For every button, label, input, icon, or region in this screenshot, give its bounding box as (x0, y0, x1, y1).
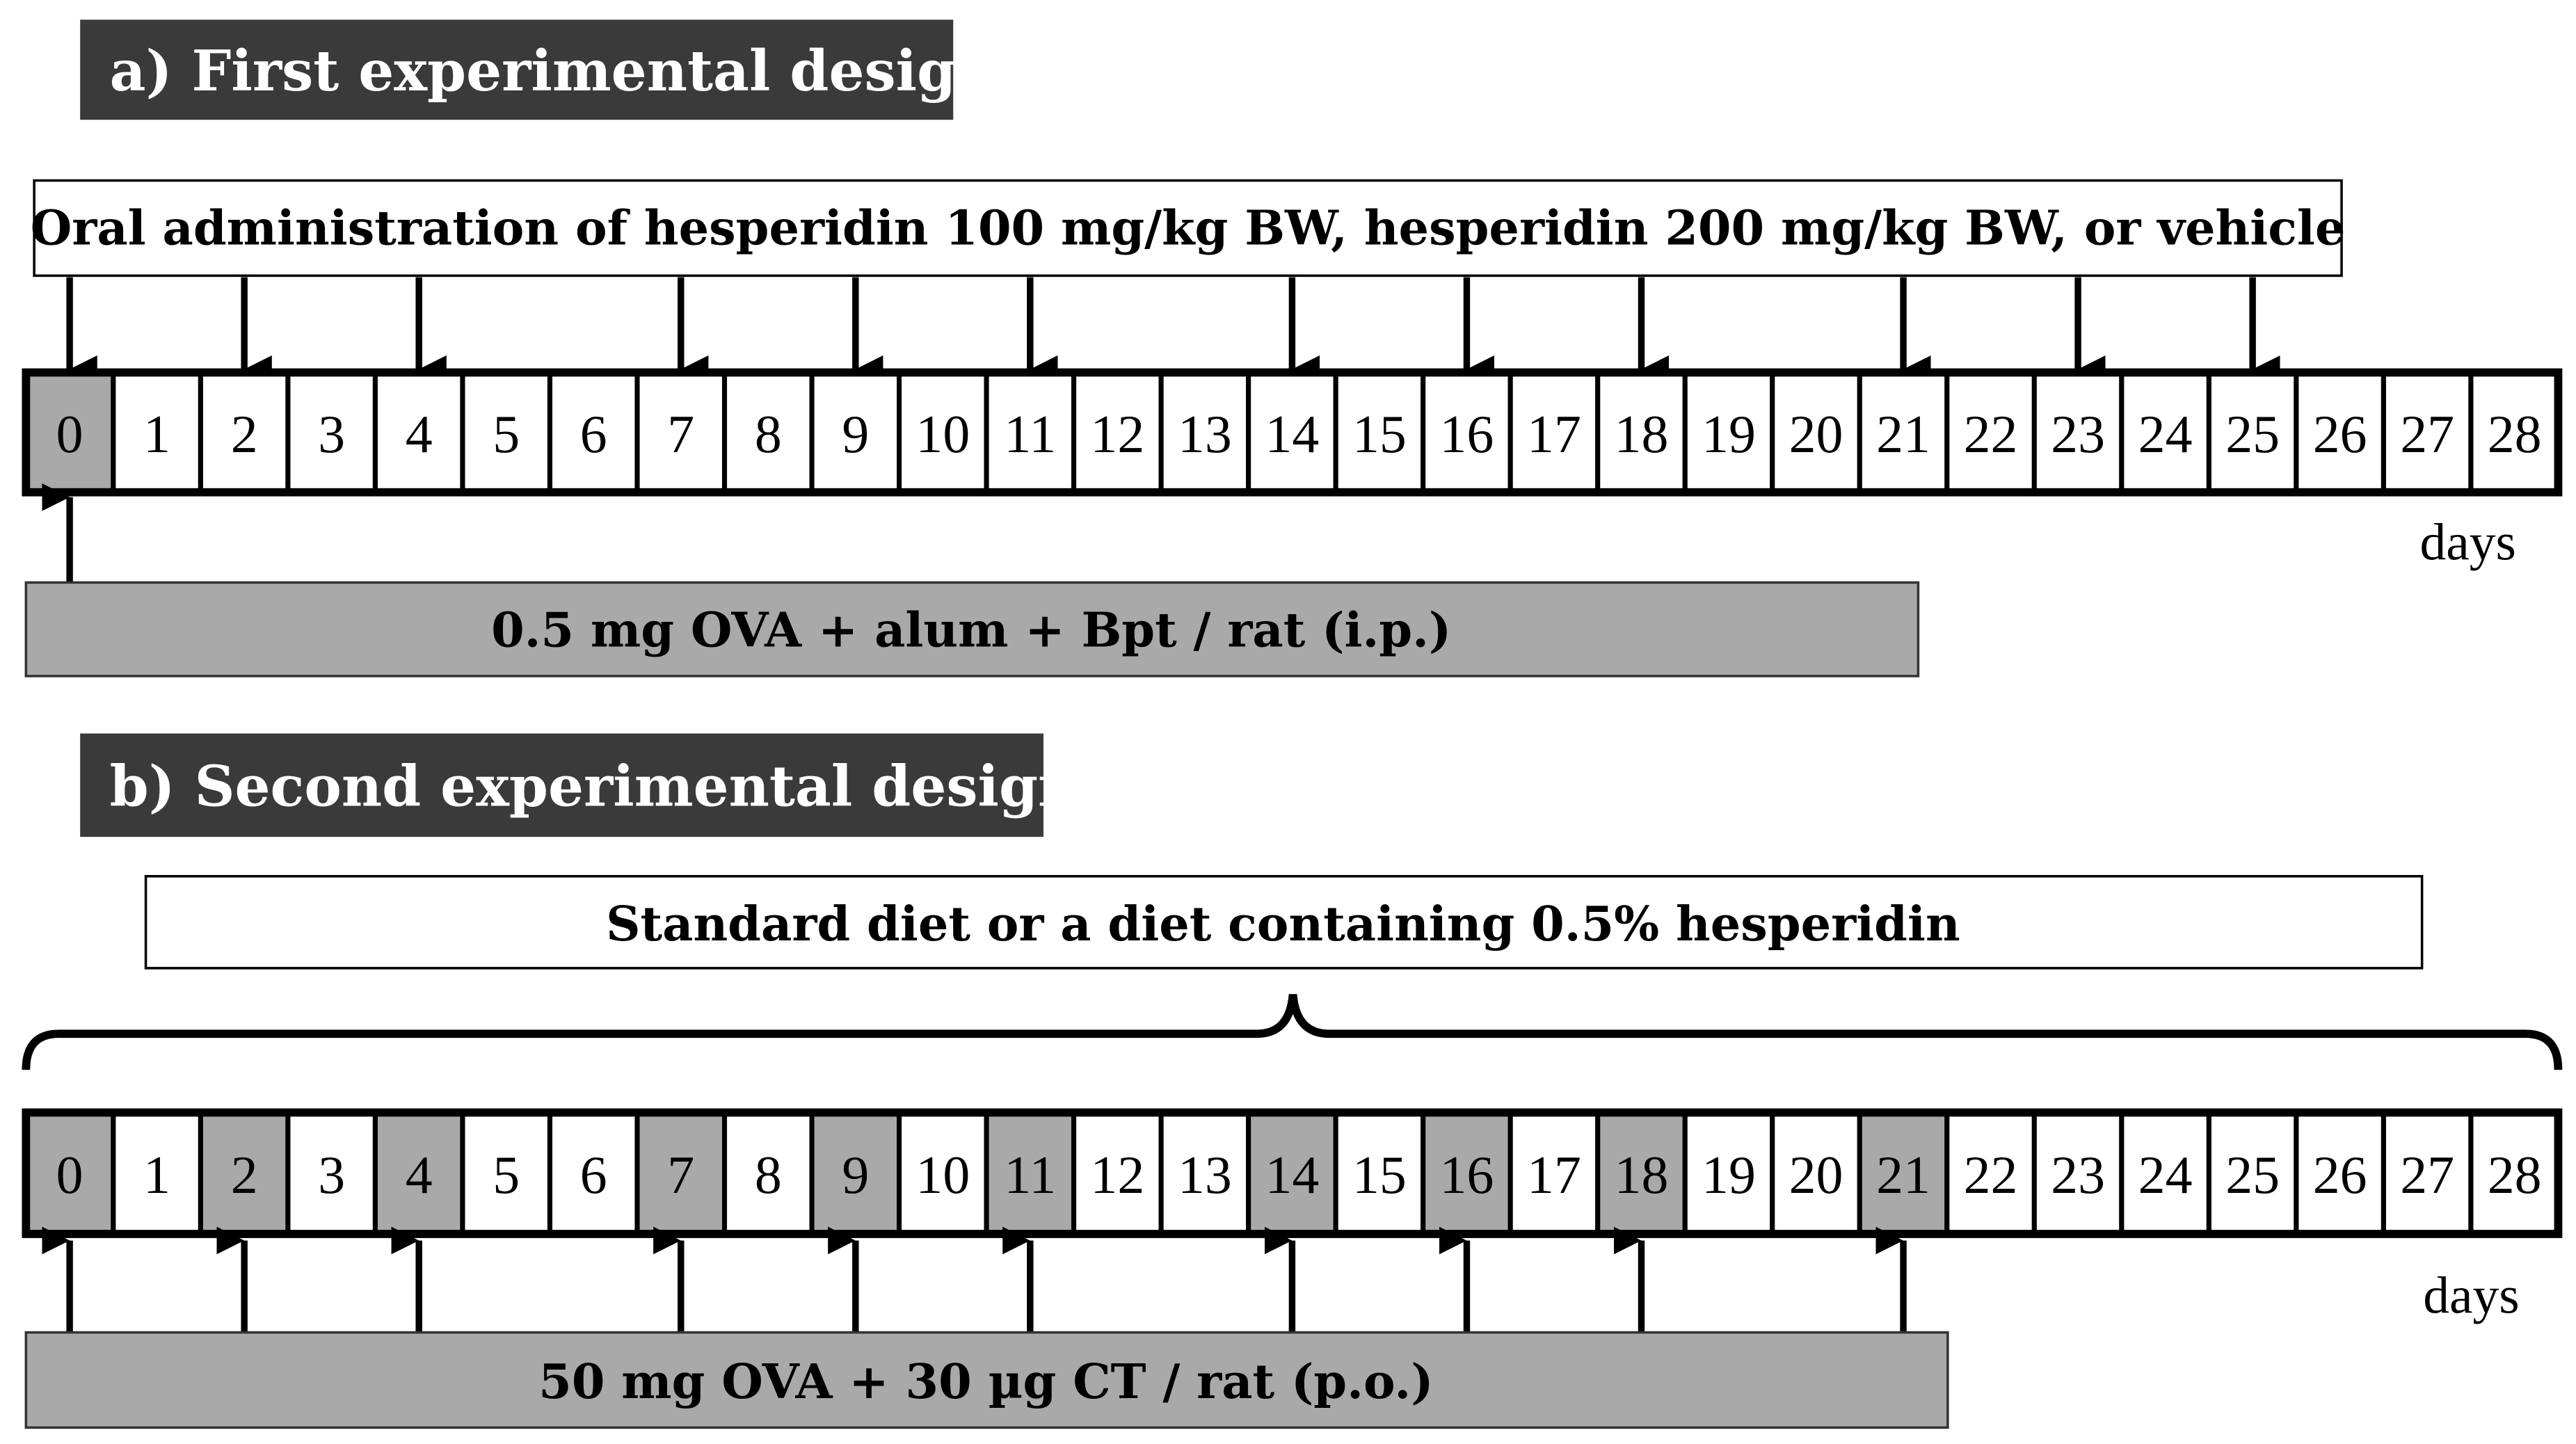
timeline-a-day-number: 24 (2138, 403, 2193, 464)
timeline-a-day-number: 18 (1614, 403, 1669, 464)
timeline-a-day-number: 21 (1876, 403, 1930, 464)
treatment-label: Oral administration of hesperidin 100 mg/kg BW, hesperidin 200 mg/kg BW, or vehicle (30, 200, 2346, 257)
timeline-a-day-number: 2 (230, 403, 258, 464)
timeline-a-day-number: 16 (1439, 403, 1494, 464)
design-b-title: b) Second experimental design (109, 753, 1079, 819)
sensitization-label-a: 0.5 mg OVA + alum + Bpt / rat (i.p.) (491, 602, 1452, 659)
timeline-b-day-number: 7 (667, 1145, 695, 1205)
timeline-b-day-number: 25 (2225, 1145, 2280, 1205)
timeline-a-day-number: 1 (143, 403, 171, 464)
timeline-b-day-number: 8 (754, 1145, 782, 1205)
timeline-b-day-number: 27 (2400, 1145, 2455, 1205)
timeline-a-day-number: 17 (1527, 403, 1581, 464)
timeline-b-day-number: 18 (1614, 1145, 1669, 1205)
timeline-b-day-number: 24 (2138, 1145, 2193, 1205)
diet-label: Standard diet or a diet containing 0.5% hesperidin (606, 896, 1960, 952)
timeline-b-day-number: 12 (1090, 1145, 1145, 1205)
timeline-b-day-number: 3 (318, 1145, 346, 1205)
timeline-b-day-number: 15 (1352, 1145, 1407, 1205)
timeline-a-day-number: 8 (754, 403, 782, 464)
timeline-b-day-number: 2 (230, 1145, 258, 1205)
treatment-arrows (70, 278, 2253, 369)
timeline-a-day-number: 22 (1963, 403, 2018, 464)
timeline-b-day-number: 14 (1265, 1145, 1320, 1205)
timeline-a-day-number: 5 (493, 403, 520, 464)
timeline-a-day-number: 9 (842, 403, 870, 464)
timeline-b-day-number: 20 (1789, 1145, 1843, 1205)
days-label-a: days (2419, 513, 2516, 572)
timeline-b-day-number: 19 (1702, 1145, 1756, 1205)
design-a-title: a) First experimental design (109, 38, 997, 104)
design-a (26, 19, 2558, 676)
timeline-a-day-number: 26 (2312, 403, 2367, 464)
timeline-b-day-number: 4 (405, 1145, 433, 1205)
timeline-b-day-number: 16 (1439, 1145, 1494, 1205)
curly-brace (26, 995, 2558, 1070)
timeline-b-day-number: 13 (1177, 1145, 1232, 1205)
timeline-a-day-number: 14 (1265, 403, 1320, 464)
timeline-a-day-number: 0 (56, 403, 83, 464)
timeline-b-day-number: 10 (915, 1145, 970, 1205)
timeline-b-day-number: 23 (2051, 1145, 2105, 1205)
timeline-b-day-number: 0 (56, 1145, 83, 1205)
days-label-b: days (2423, 1267, 2520, 1325)
timeline-a-day-number: 4 (405, 403, 433, 464)
timeline-a-day-number: 23 (2051, 403, 2105, 464)
design-b (26, 734, 2558, 1428)
timeline-a-day-number: 13 (1177, 403, 1232, 464)
timeline-a-day-number: 6 (579, 403, 607, 464)
timeline-a-day-number: 7 (667, 403, 695, 464)
timeline-a-day-number: 10 (915, 403, 970, 464)
sensitization-label-b: 50 mg OVA + 30 µg CT / rat (p.o.) (538, 1354, 1434, 1410)
timeline-b-day-number: 17 (1527, 1145, 1581, 1205)
timeline-a-day-number: 25 (2225, 403, 2280, 464)
timeline-a-day-number: 28 (2487, 403, 2542, 464)
timeline-b-day-number: 28 (2487, 1145, 2542, 1205)
timeline-b-day-number: 11 (1004, 1145, 1057, 1205)
timeline-b-day-number: 26 (2312, 1145, 2367, 1205)
timeline-b-day-number: 6 (579, 1145, 607, 1205)
timeline-a-day-number: 11 (1004, 403, 1057, 464)
timeline-a-day-number: 20 (1789, 403, 1843, 464)
timeline-b-day-number: 1 (143, 1145, 171, 1205)
timeline-b (26, 1112, 2558, 1234)
sensitization-arrows-b (70, 1240, 1903, 1332)
timeline-a-day-number: 19 (1702, 403, 1756, 464)
timeline-a-day-number: 27 (2400, 403, 2455, 464)
timeline-a-day-number: 3 (318, 403, 346, 464)
timeline-b-day-number: 9 (842, 1145, 870, 1205)
timeline-b-day-number: 22 (1963, 1145, 2018, 1205)
timeline-a-day-number: 15 (1352, 403, 1407, 464)
timeline-b-day-number: 5 (493, 1145, 520, 1205)
timeline-a (26, 373, 2558, 492)
timeline-b-day-number: 21 (1876, 1145, 1930, 1205)
timeline-a-day-number: 12 (1090, 403, 1145, 464)
